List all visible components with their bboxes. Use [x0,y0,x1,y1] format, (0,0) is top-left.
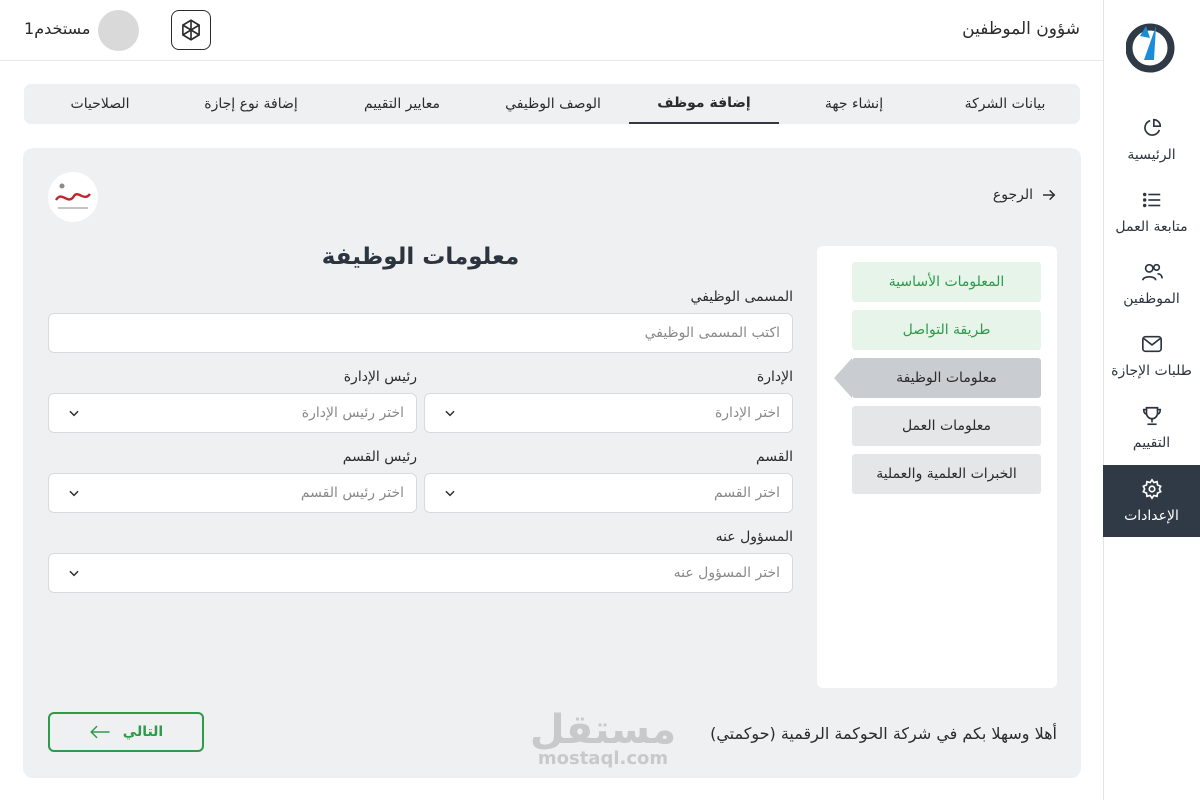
welcome-text: أهلا وسهلا بكم في شركة الحوكمة الرقمية (حوكمتي) [710,724,1057,743]
section-head-select[interactable] [48,473,417,513]
top-header [0,0,1103,61]
watermark-latin: mostaql.com [537,748,669,769]
user-name[interactable]: مستخدم1 [24,19,91,38]
section-label: القسم [755,449,793,465]
step-experience[interactable]: الخبرات العلمية والعملية [852,454,1041,494]
tab-bar [24,84,1080,124]
department-head-label: رئيس الإدارة [343,369,417,385]
department-placeholder: اختر الإدارة [714,405,780,421]
step-work-info[interactable]: معلومات العمل [852,406,1041,446]
job-title-label: المسمى الوظيفي [690,289,793,305]
sidebar-item-label: طلبات الإجازة [1111,363,1192,379]
company-logo [48,172,98,222]
chevron-down-icon [67,566,81,580]
sidebar-item-label: التقييم [1132,435,1171,451]
section-placeholder: اختر القسم [714,485,780,501]
avatar[interactable] [98,10,139,51]
app-logo[interactable] [1126,16,1176,74]
watermark [523,707,683,769]
supervisor-placeholder: اختر المسؤول عنه [673,565,780,581]
chevron-down-icon [443,406,457,420]
sidebar-item-work-tracking[interactable] [1103,176,1200,248]
step-contact-method[interactable]: طريقة التواصل [852,310,1041,350]
next-button[interactable] [48,712,204,752]
department-label: الإدارة [756,369,793,385]
tab-permissions[interactable]: الصلاحيات [70,96,130,112]
sidebar-item-settings[interactable] [1103,465,1200,537]
tab-job-description[interactable]: الوصف الوظيفي [505,96,601,112]
back-link[interactable] [993,187,1057,203]
sidebar [1103,0,1200,800]
sidebar-item-employees[interactable] [1103,248,1200,320]
chevron-down-icon [67,406,81,420]
chart-pie-icon [1141,117,1163,139]
trophy-icon [1141,405,1163,427]
department-head-placeholder: اختر رئيس الإدارة [301,405,404,421]
section-head-placeholder: اختر رئيس القسم [300,485,404,501]
back-label: الرجوع [992,187,1033,203]
supervisor-label: المسؤول عنه [715,529,793,545]
main-panel [23,148,1081,778]
step-basic-info[interactable]: المعلومات الأساسية [852,262,1041,302]
gear-icon [1141,478,1163,500]
step-job-info[interactable]: معلومات الوظيفة [852,358,1041,398]
steps-panel [817,246,1057,688]
chevron-down-icon [67,486,81,500]
users-icon [1141,261,1163,283]
mail-icon [1141,333,1163,355]
knot-icon [178,17,204,43]
tab-create-entity[interactable]: إنشاء جهة [824,96,884,112]
tab-evaluation-criteria[interactable]: معايير التقييم [363,96,441,112]
tab-add-employee[interactable]: إضافة موظف [629,84,779,124]
watermark-arabic: مستقل [529,707,677,753]
section-select[interactable] [424,473,793,513]
supervisor-select[interactable] [48,553,793,593]
department-head-select[interactable] [48,393,417,433]
sidebar-item-leave-requests[interactable] [1103,320,1200,392]
sidebar-item-home[interactable] [1103,104,1200,176]
next-label: التالي [122,724,164,740]
sidebar-item-evaluation[interactable] [1103,392,1200,464]
section-head-label: رئيس القسم [342,449,417,465]
app-launcher-button[interactable] [171,10,211,50]
arrow-left-icon [89,724,111,740]
arrow-right-icon [1041,187,1057,203]
page-title: شؤون الموظفين [962,19,1080,39]
department-select[interactable] [424,393,793,433]
sidebar-item-label: الرئيسية [1127,147,1176,163]
form-title: معلومات الوظيفة [321,244,520,270]
sidebar-item-label: متابعة العمل [1115,219,1188,235]
sidebar-item-label: الموظفين [1123,291,1180,307]
tab-add-leave-type[interactable]: إضافة نوع إجازة [204,96,298,112]
tab-company-data[interactable]: بيانات الشركة [964,96,1046,112]
chevron-down-icon [443,486,457,500]
job-title-input[interactable]: اكتب المسمى الوظيفي [48,313,793,353]
list-icon [1141,189,1163,211]
sidebar-item-label: الإعدادات [1124,508,1179,524]
